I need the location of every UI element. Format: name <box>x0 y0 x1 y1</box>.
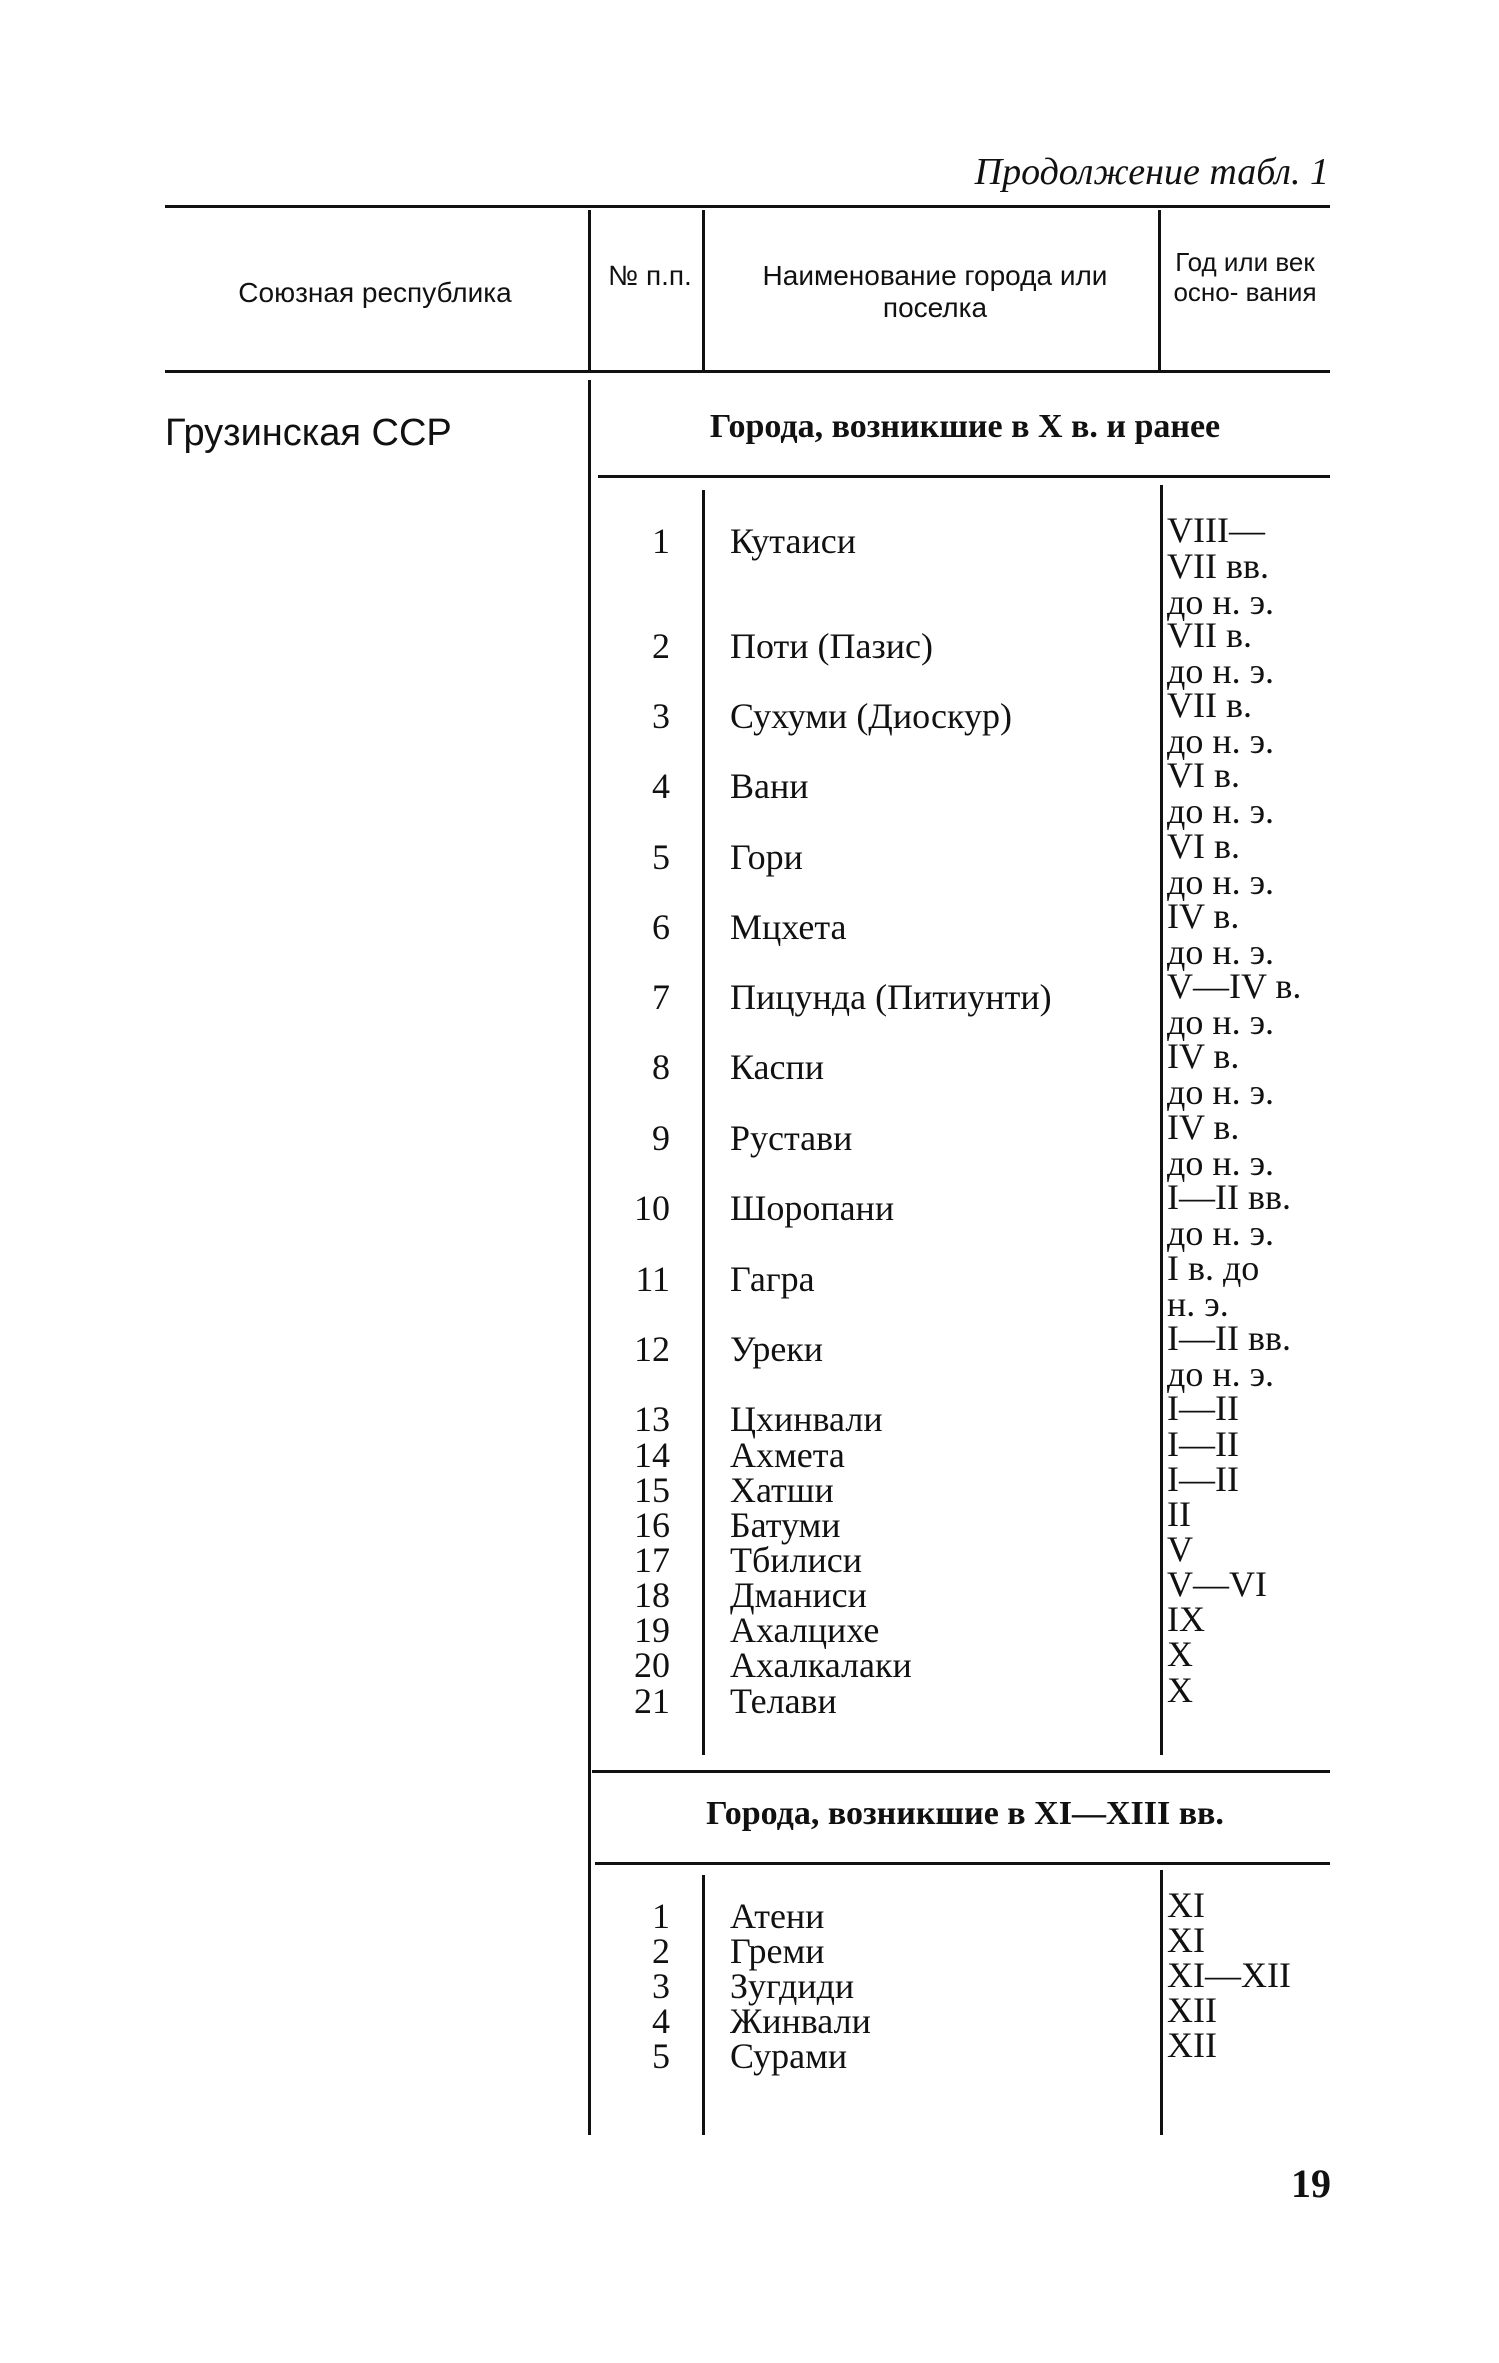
row-city-name: Ахалкалаки <box>730 1645 912 1685</box>
section-2-century-divider <box>1160 1870 1163 2135</box>
row-foundation-century: VIII— VII вв. до н. э. <box>1167 510 1275 622</box>
row-number: 1 <box>652 1896 670 1936</box>
row-number: 3 <box>652 696 670 736</box>
row-city-name: Жинвали <box>730 2001 871 2041</box>
row-city-name: Гори <box>730 837 803 877</box>
section-rule <box>595 1862 1330 1865</box>
row-number: 4 <box>652 2001 670 2041</box>
row-number: 7 <box>652 977 670 1017</box>
row-number: 10 <box>634 1188 670 1228</box>
row-city-name: Пицунда (Питиунти) <box>730 977 1052 1017</box>
header-number: № п.п. <box>608 260 692 291</box>
row-foundation-century: VI в. до н. э. <box>1167 826 1275 902</box>
row-foundation-century: I—II <box>1167 1424 1239 1464</box>
row-number: 12 <box>634 1329 670 1369</box>
row-city-name: Мцхета <box>730 907 847 947</box>
row-city-name: Гагра <box>730 1259 815 1299</box>
row-foundation-century: IV в. до н. э. <box>1167 1036 1275 1112</box>
row-number: 17 <box>634 1540 670 1580</box>
row-number: 5 <box>652 837 670 877</box>
section-2-number-divider <box>702 1875 705 2135</box>
body-left-border <box>588 380 591 2135</box>
row-number: 14 <box>634 1435 670 1475</box>
row-number: 18 <box>634 1575 670 1615</box>
row-city-name: Ахалцихе <box>730 1610 880 1650</box>
row-foundation-century: VI в. до н. э. <box>1167 755 1275 831</box>
row-number: 4 <box>652 766 670 806</box>
row-city-name: Телави <box>730 1681 837 1721</box>
row-foundation-century: I—II вв. до н. э. <box>1167 1318 1291 1394</box>
row-foundation-century: V <box>1167 1529 1193 1569</box>
row-city-name: Вани <box>730 766 809 806</box>
republic-name: Грузинская ССР <box>165 412 452 454</box>
row-number: 2 <box>652 626 670 666</box>
row-number: 6 <box>652 907 670 947</box>
row-foundation-century: VII в. до н. э. <box>1167 615 1275 691</box>
row-city-name: Цхинвали <box>730 1399 883 1439</box>
row-number: 9 <box>652 1118 670 1158</box>
table-continuation-caption: Продолжение табл. 1 <box>974 151 1329 193</box>
row-foundation-century: I—II <box>1167 1459 1239 1499</box>
row-foundation-century: XII <box>1167 1990 1217 2030</box>
section-rule <box>592 1770 1330 1773</box>
header-city-name: Наименование города или поселка <box>762 260 1108 324</box>
row-number: 13 <box>634 1399 670 1439</box>
row-number: 8 <box>652 1047 670 1087</box>
row-foundation-century: I—II вв. до н. э. <box>1167 1177 1291 1253</box>
row-city-name: Зугдиди <box>730 1966 855 2006</box>
header-republic: Союзная республика <box>238 277 512 308</box>
row-foundation-century: IX <box>1167 1599 1205 1639</box>
row-foundation-century: XI <box>1167 1920 1205 1960</box>
row-city-name: Кутаиси <box>730 521 856 561</box>
row-number: 11 <box>635 1259 670 1299</box>
row-city-name: Поти (Пазис) <box>730 626 933 666</box>
row-number: 15 <box>634 1470 670 1510</box>
row-number: 5 <box>652 2036 670 2076</box>
section-title: Города, возникшие в X в. и ранее <box>709 408 1221 445</box>
section-1-century-divider <box>1160 485 1163 1755</box>
row-city-name: Рустави <box>730 1118 853 1158</box>
row-city-name: Дманиси <box>730 1575 867 1615</box>
row-foundation-century: X <box>1167 1634 1193 1674</box>
page-number: 19 <box>1291 2161 1331 2206</box>
row-number: 16 <box>634 1505 670 1545</box>
row-foundation-century: II <box>1167 1494 1191 1534</box>
row-number: 21 <box>634 1681 670 1721</box>
header-foundation-year: Год или век осно- вания <box>1173 247 1317 307</box>
header-top-rule <box>165 205 1330 208</box>
header-bottom-rule <box>165 370 1330 373</box>
row-number: 2 <box>652 1931 670 1971</box>
row-city-name: Хатши <box>730 1470 834 1510</box>
row-foundation-century: V—VI <box>1167 1564 1267 1604</box>
row-foundation-century: VII в. до н. э. <box>1167 685 1275 761</box>
row-number: 20 <box>634 1645 670 1685</box>
row-city-name: Ахмета <box>730 1435 845 1475</box>
row-city-name: Каспи <box>730 1047 825 1087</box>
row-foundation-century: XI—XII <box>1167 1955 1291 1995</box>
row-number: 3 <box>652 1966 670 2006</box>
header-divider-3 <box>1158 210 1161 370</box>
row-foundation-century: XII <box>1167 2025 1217 2065</box>
row-city-name: Шоропани <box>730 1188 895 1228</box>
row-foundation-century: V—IV в. до н. э. <box>1167 966 1302 1042</box>
row-city-name: Сурами <box>730 2036 848 2076</box>
section-rule <box>598 475 1330 478</box>
row-foundation-century: XI <box>1167 1885 1205 1925</box>
section-title: Города, возникшие в XI—XIII вв. <box>706 1795 1224 1832</box>
row-number: 1 <box>652 521 670 561</box>
row-foundation-century: I в. до н. э. <box>1167 1248 1260 1324</box>
row-city-name: Атени <box>730 1896 825 1936</box>
row-number: 19 <box>634 1610 670 1650</box>
row-city-name: Батуми <box>730 1505 841 1545</box>
row-foundation-century: I—II <box>1167 1388 1239 1428</box>
row-city-name: Греми <box>730 1931 825 1971</box>
section-1-number-divider <box>702 490 705 1755</box>
row-city-name: Уреки <box>730 1329 824 1369</box>
row-foundation-century: IV в. до н. э. <box>1167 1107 1275 1183</box>
row-foundation-century: X <box>1167 1670 1193 1710</box>
row-city-name: Сухуми (Диоскур) <box>730 696 1012 736</box>
row-foundation-century: IV в. до н. э. <box>1167 896 1275 972</box>
row-city-name: Тбилиси <box>730 1540 863 1580</box>
header-divider-1 <box>588 210 591 370</box>
